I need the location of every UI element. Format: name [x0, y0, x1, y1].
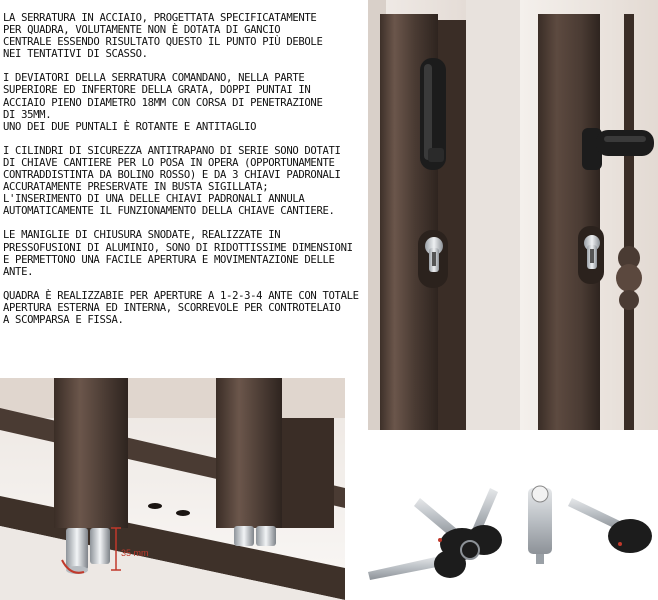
paragraph-handles: LE MANIGLIE DI CHIUSURA SNODATE, REALIZZATE IN PRESSOFUSIONI DI ALUMINIO, SONO DI RIDOTTISSIME DIMENSIONI E PERMETTONO UNA FACILE APERTURA E MOVIMENTAZIONE DELLE ANTE.	[3, 229, 353, 278]
photo-handle-open	[520, 0, 658, 430]
photo-keys-cylinder	[360, 470, 658, 600]
paragraph-bolts: I DEVIATORI DELLA SERRATURA COMANDANO, NELLA PARTE SUPERIORE ED INFERTORE DELLA GRATA, DOPPI PUNTAI IN ACCIAIO PIENO DIAMETRO 18MM CON CORSA DI PENETRAZIONE DI 35MM. UNO DEI DUE PUNTALI È ROTANTE E ANTITAGLIO	[3, 72, 323, 133]
paragraph-cylinders: I CILINDRI DI SICUREZZA ANTITRAPANO DI SERIE SONO DOTATI DI CHIAVE CANTIERE PER LO POSA IN OPERA (OPPORTUNAMENTE CONTRADDISTINTA DA BOLINO ROSSO) E DA 3 CHIAVI PADRONALI ACCURATAMENTE PRESERVATE IN BUSTA SIGILLATA; L'INSERIMENTO DI UNA DELLE CHIAVI PADRONALI ANNULA AUTOMATICAMENTE IL FUNZIONAMENTO DELLA CHIAVE CANTIERE.	[3, 144, 341, 218]
photo-handle-closed	[368, 0, 520, 430]
description-text	[3, 12, 388, 338]
paragraph-lock: LA SERRATURA IN ACCIAIO, PROGETTATA SPECIFICATAMENTE PER QUADRA, VOLUTAMENTE NON È DOTATA DI GANCIO CENTRALE ESSENDO RISULTATO QUESTO IL PUNTO PIÙ DEBOLE NEI TENTATIVI DI SCASSO.	[3, 12, 323, 61]
measurement-label: 35 mm	[121, 548, 149, 558]
photo-bolt-pins	[0, 378, 345, 600]
paragraph-openings: QUADRA È REALIZZABIE PER APERTURE A 1-2-3-4 ANTE CON TOTALE APERTURA ESTERNA ED INTERNA, SCORREVOLE PER CONTROTELAIO A SCOMPARSA E FISSA.	[3, 289, 359, 326]
